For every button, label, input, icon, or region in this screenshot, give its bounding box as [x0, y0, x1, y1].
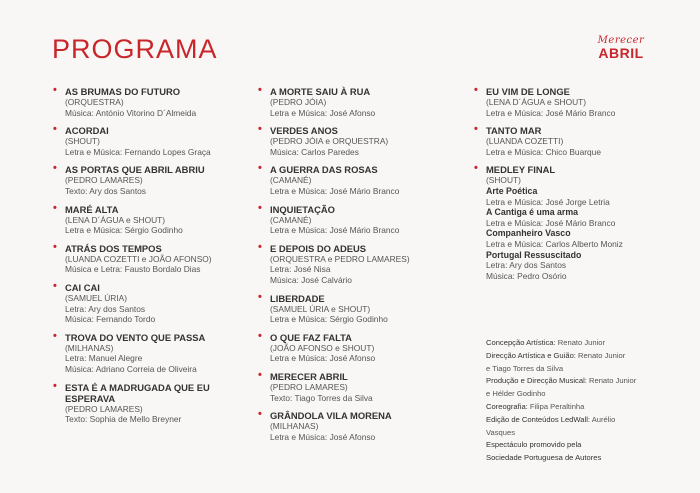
bullet-icon: • [474, 123, 478, 136]
program-item [474, 164, 674, 281]
medley-song-title: Arte Poética [486, 185, 538, 196]
credit-line [486, 350, 686, 363]
program-item [53, 86, 238, 118]
credit-line [486, 427, 686, 440]
song-detail: (MILHANAS) [270, 421, 319, 432]
song-title: AS BRUMAS DO FUTURO [65, 86, 181, 97]
song-detail: Letra: Ary dos Santos [65, 303, 146, 314]
song-title: E DEPOIS DO ADEUS [270, 242, 367, 254]
song-title: CAI CAI [65, 281, 100, 293]
credit-value: Vasques [486, 427, 515, 437]
logo-line-2: ABRIL [598, 45, 644, 61]
song-detail: (PEDRO JÓIA) [270, 97, 327, 107]
program-item [258, 240, 458, 286]
credit-line [486, 439, 686, 452]
song-title: AS PORTAS QUE ABRIL ABRIU [65, 164, 205, 176]
song-detail: Letra e Música: José Mário Branco [486, 107, 616, 118]
credit-line [486, 363, 686, 376]
program-item [258, 410, 458, 442]
program-item [53, 125, 238, 157]
bullet-icon: • [258, 408, 262, 421]
bullet-icon: • [53, 84, 57, 96]
song-detail: Música: Fernando Tordo [65, 314, 156, 325]
song-detail: Letra e Música: José Afonso [270, 431, 376, 442]
program-item [258, 290, 458, 325]
credit-label: Produção e Direcção Musical: [486, 376, 587, 386]
song-detail: Música: Carlos Paredes [270, 146, 359, 157]
bullet-icon: • [258, 123, 262, 136]
credit-value: Renato Junior [557, 338, 606, 347]
credit-value: Aurélio [591, 414, 616, 424]
bullet-icon: • [53, 279, 57, 292]
song-detail: Letra e Música: José Mário Branco [270, 185, 400, 196]
song-detail: (SAMUEL ÚRIA e SHOUT) [270, 303, 371, 314]
song-detail: (JOÃO AFONSO e SHOUT) [270, 342, 375, 353]
song-detail: Texto: Sophia de Mello Breyner [65, 414, 182, 425]
program-item [53, 201, 238, 236]
song-title: ATRÁS DOS TEMPOS [65, 242, 162, 254]
credit-label: Coreografia: [486, 401, 528, 411]
program-item [53, 279, 238, 325]
bullet-icon: • [258, 201, 262, 214]
medley-song-detail: Letra e Música: José Mário Branco [486, 217, 616, 228]
credit-value: e Tiago Torres da Silva [486, 363, 564, 373]
song-title: GRÂNDOLA VILA MORENA [270, 410, 392, 422]
program-item [53, 164, 238, 196]
song-detail: Texto: Ary dos Santos [65, 185, 146, 196]
program-item [258, 125, 458, 157]
credit-value: Renato Junior [578, 350, 626, 360]
song-title: ACORDAI [65, 125, 109, 137]
bullet-icon: • [258, 290, 262, 303]
song-title: TROVA DO VENTO QUE PASSA [65, 331, 206, 343]
bullet-icon: • [258, 84, 262, 96]
bullet-icon: • [53, 123, 57, 136]
song-title: MERECER ABRIL [270, 370, 348, 382]
bullet-icon: • [53, 379, 57, 392]
program-item [474, 86, 674, 118]
medley-song-title: Portugal Ressuscitado [486, 249, 582, 260]
song-detail: Letra e Música: Sérgio Godinho [270, 314, 388, 325]
song-title: A GUERRA DAS ROSAS [270, 164, 378, 176]
medley-song-detail: Letra e Música: Carlos Alberto Moniz [486, 238, 623, 249]
bullet-icon: • [53, 162, 57, 175]
credit-line [486, 452, 686, 465]
song-detail: Letra e Música: Sérgio Godinho [65, 225, 183, 236]
program-column-2 [258, 86, 458, 449]
logo-line-1: Merecer [597, 35, 645, 46]
bullet-icon: • [258, 368, 262, 381]
credit-label: Edição de Conteúdos LedWall: [486, 414, 590, 424]
song-detail: Letra: José Nisa [270, 264, 331, 275]
song-detail: (PEDRO JÓIA e ORQUESTRA) [270, 136, 389, 147]
song-title: ESTA É A MADRUGADA QUE EU ESPERAVA [65, 381, 210, 404]
credit-label: Concepção Artística: [486, 338, 556, 347]
song-detail: Texto: Tiago Torres da Silva [270, 392, 373, 403]
song-detail: (LUANDA COZETTI e JOÃO AFONSO) [65, 253, 212, 264]
bullet-icon: • [53, 329, 57, 342]
bullet-icon: • [258, 240, 262, 253]
bullet-icon: • [258, 329, 262, 342]
song-title: LIBERDADE [270, 292, 325, 304]
medley-song-detail: Letra: Ary dos Santos [486, 260, 567, 271]
medley-song-detail: Letra e Música: José Jorge Letria [486, 196, 610, 207]
bullet-icon: • [474, 162, 478, 175]
credit-line [486, 337, 686, 350]
song-detail: (LENA D´ÁGUA e SHOUT) [486, 97, 587, 107]
credit-line [486, 414, 686, 427]
bullet-icon: • [474, 84, 478, 96]
song-detail: (CAMANÉ) [270, 175, 312, 186]
song-detail: Música e Letra: Fausto Bordalo Dias [65, 264, 201, 275]
song-detail: Música: António Vitorino D´Almeida [65, 107, 197, 118]
song-detail: (SAMUEL ÚRIA) [65, 292, 128, 303]
song-detail: Letra e Música: José Afonso [270, 353, 376, 364]
medley-song-title: A Cantiga é uma arma [486, 207, 579, 218]
song-title: TANTO MAR [486, 125, 542, 137]
song-detail: (MILHANAS) [65, 342, 114, 353]
song-detail: Letra e Música: José Mário Branco [270, 225, 400, 236]
program-item [258, 368, 458, 403]
song-detail: (PEDRO LAMARES) [65, 175, 143, 186]
song-title: EU VIM DE LONGE [486, 86, 570, 97]
program-item [53, 379, 238, 425]
credit-line [486, 375, 686, 388]
song-detail: Letra e Música: Chico Buarque [486, 146, 601, 157]
program-item [258, 329, 458, 364]
credit-value: Renato Junior [589, 376, 637, 386]
song-title: VERDES ANOS [270, 125, 338, 137]
song-detail: (PEDRO LAMARES) [65, 403, 143, 414]
page-title: PROGRAMA [52, 34, 218, 64]
song-detail: (LENA D´ÁGUA e SHOUT) [65, 214, 166, 225]
song-title: INQUIETAÇÃO [270, 203, 335, 215]
program-column-1 [53, 86, 238, 432]
song-title: MARÉ ALTA [65, 203, 119, 215]
credit-value: Filipa Peraltinha [529, 401, 585, 411]
credit-value: e Hélder Godinho [486, 389, 546, 399]
song-detail: (ORQUESTRA) [65, 97, 124, 107]
credit-label: Direcção Artística e Guião: [486, 350, 576, 360]
credit-label: Sociedade Portuguesa de Autores [486, 453, 602, 463]
program-item [53, 329, 238, 375]
bullet-icon: • [53, 240, 57, 253]
song-detail: Música: Adriano Correia de Oliveira [65, 363, 197, 374]
program-item [258, 164, 458, 196]
song-title: A MORTE SAIU À RUA [270, 86, 371, 97]
medley-song-detail: Música: Pedro Osório [486, 270, 567, 281]
bullet-icon: • [53, 201, 57, 214]
song-detail: (SHOUT) [65, 136, 100, 147]
song-detail: (SHOUT) [486, 175, 521, 186]
song-detail: (PEDRO LAMARES) [270, 381, 348, 392]
song-detail: (LUANDA COZETTI) [486, 136, 564, 147]
song-title: MEDLEY FINAL [486, 164, 556, 176]
credit-line [486, 388, 686, 401]
program-column-3 [474, 86, 674, 288]
merecer-abril-logo [590, 36, 652, 60]
program-item [258, 201, 458, 236]
song-detail: (ORQUESTRA e PEDRO LAMARES) [270, 253, 410, 264]
bullet-icon: • [258, 162, 262, 175]
song-detail: Letra e Música: José Afonso [270, 107, 376, 118]
program-item [53, 240, 238, 275]
song-detail: Letra: Manuel Alegre [65, 353, 143, 364]
program-item [258, 86, 458, 118]
song-detail: Letra e Música: Fernando Lopes Graça [65, 146, 211, 157]
song-detail: Música: José Calvário [270, 274, 352, 285]
credits-block [486, 337, 686, 465]
credit-line [486, 401, 686, 414]
medley-song-title: Companheiro Vasco [486, 228, 571, 239]
program-item [474, 125, 674, 157]
song-title: O QUE FAZ FALTA [270, 331, 352, 343]
credit-label: Espectáculo promovido pela [486, 440, 582, 450]
song-detail: (CAMANÉ) [270, 214, 312, 225]
